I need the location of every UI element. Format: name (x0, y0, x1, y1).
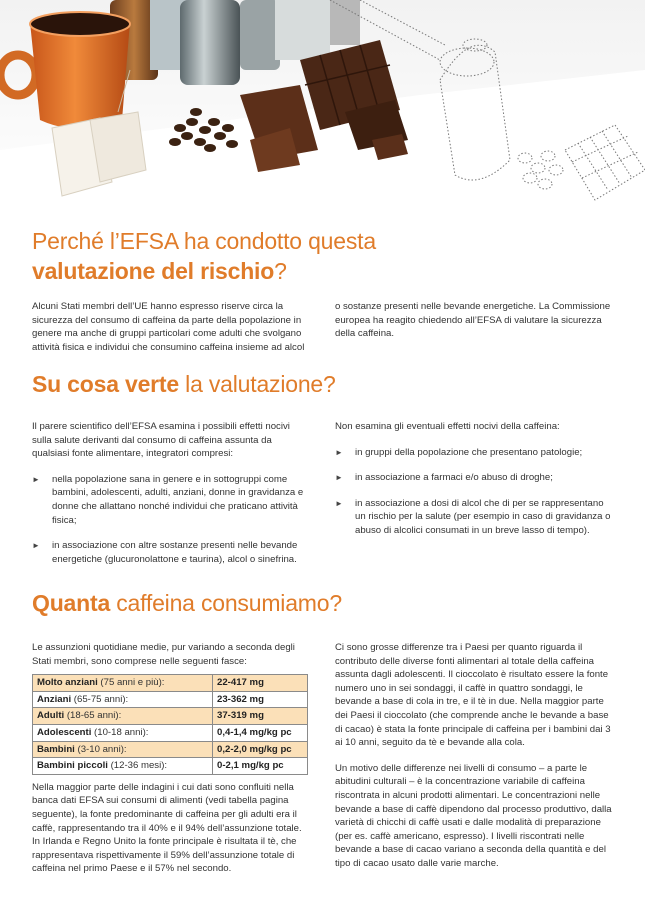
list-item-text: in gruppi della popolazione che presentano patologie; (355, 446, 583, 458)
body-text: Le assunzioni quotidiane medie, pur variando a seconda degli Stati membri, sono comprese nelle seguenti fasce: (32, 642, 295, 667)
body-text: Ci sono grosse differenze tra i Paesi per quanto riguarda il contributo delle diverse fonti alimentari al totale della caffeina assunta dagli adolescenti. Il cioccolato è risultato essere la fonte numero uno in sei sondaggi, il caffè in quattro sondaggi, le bevande a base di cola in tre, e il tè in due. Nella maggior parte dei Paesi il cioccolato (che comprende anche le bevande a base di cacao) è stata la fonte principale di caffeina per i bambini dai 3 ai 10 anni, seguito da tè e bevande alla cola. (335, 642, 611, 749)
title-bold: Su cosa verte (32, 371, 179, 397)
list-item-text: in associazione con altre sostanze presenti nelle bevande energetiche (glucuronolattone e taurina), alcol o sinefrina. (52, 540, 298, 565)
table-row (33, 708, 308, 725)
section-title-su-cosa-verte (32, 369, 336, 399)
section-title-quanta-caffeina (32, 588, 342, 618)
title-rest: caffeina consumiamo? (110, 590, 342, 616)
table-row (33, 691, 308, 708)
list-item (335, 446, 615, 460)
body-text: Non esamina gli eventuali effetti nocivi della caffeina: (335, 421, 560, 432)
table-row (33, 758, 308, 775)
section1-right-column (335, 300, 615, 353)
table-cell-value: 22-417 mg (213, 675, 308, 692)
arrow-right-icon: ► (32, 474, 40, 484)
body-text: Il parere scientifico dell’EFSA esamina i possibili effetti nocivi sulla salute derivanti dal consumo di caffeina assunta da qualsiasi fonte alimentare, integratori compresi: (32, 421, 290, 460)
section-title-perche (32, 226, 376, 286)
list-item (32, 539, 310, 566)
body-text: Alcuni Stati membri dell’UE hanno espresso riserve circa la sicurezza del consumo di caffeina da parte della popolazione in genere ma anche di gruppi particolari come adulti che svolgano attività fisica e individui che consumino caffeina insieme ad alcol (32, 301, 305, 353)
title-bold: Quanta (32, 590, 111, 616)
section2-right-column (335, 420, 615, 550)
energy-drink-can-icon (180, 0, 240, 85)
table-row (33, 675, 308, 692)
table-row (33, 724, 308, 741)
list-item (335, 497, 615, 538)
table-cell-value: 23-362 mg (213, 691, 308, 708)
body-text: Un motivo delle differenze nei livelli di consumo – a parte le abitudini culturali – è la concentrazione variabile di caffeina riscontrata in alcuni prodotti alimentari. Le concentrazioni nelle bevande a base di caffè dipendono dal processo produttivo, dalla varietà di chicchi di caffè usati e dalle modalità di preparazione (per es. caffè americano, espresso). I livelli riscontrati nelle bevande a base di cacao variano a seconda della quantità e del tipo di cacao usato dalle varie marche. (335, 762, 612, 869)
list-item (32, 473, 310, 527)
hero-illustration (0, 0, 645, 205)
title-bold: valutazione del rischio (32, 258, 275, 284)
arrow-right-icon: ► (335, 447, 343, 457)
title-end: ? (274, 258, 287, 284)
arrow-right-icon: ► (32, 541, 40, 551)
hero-image (0, 0, 645, 205)
table-cell-value: 0,4-1,4 mg/kg pc (213, 724, 308, 741)
list-item (335, 471, 615, 485)
table-row (33, 741, 308, 758)
arrow-right-icon: ► (335, 473, 343, 483)
section3-right-column (335, 641, 617, 883)
table-cell-value: 0,2-2,0 mg/kg pc (213, 741, 308, 758)
section1-left-column (32, 300, 310, 366)
table-cell-group: Anziani (65-75 anni): (33, 691, 213, 708)
body-text: Nella maggior parte delle indagini i cui dati sono confluiti nella banca dati EFSA sui consumi di alimenti (vedi tabella pagina seguente), la fonte predominante di caffeina per gli adulti era il caffè, rappresentando tra il 40% e il 94% dell’assunzione totale. In Irlanda e Regno Unito la fonte principale è risultata il tè, che rappresentava rispettivamente il 59% dell’assunzione totale di caffeina nel primo Paese e il 57% nel secondo. (32, 781, 302, 875)
table-cell-group: Bambini piccoli (12-36 mesi): (33, 758, 213, 775)
arrow-right-icon: ► (335, 498, 343, 508)
table-cell-group: Adulti (18-65 anni): (33, 708, 213, 725)
intake-ranges-table (32, 674, 308, 775)
table-cell-group: Adolescenti (10-18 anni): (33, 724, 213, 741)
body-text: o sostanze presenti nelle bevande energetiche. La Commissione europea ha reagito chiedendo all’EFSA di valutare la sicurezza della caffeina. (335, 301, 611, 340)
section3-left-column (32, 641, 312, 888)
table-cell-value: 0-2,1 mg/kg pc (213, 758, 308, 775)
list-item-text: nella popolazione sana in genere e in sottogruppi come bambini, adolescenti, adulti, anziani, donne in gravidanza e donne che allattano nonché individui che praticano attività fisica; (52, 473, 304, 526)
list-item-text: in associazione a farmaci e/o abuso di droghe; (355, 472, 553, 484)
title-line-1: Perché l’EFSA ha condotto questa (32, 228, 376, 254)
section2-left-column (32, 420, 310, 578)
table-cell-value: 37-319 mg (213, 708, 308, 725)
bullet-list (335, 446, 615, 538)
table-cell-group: Molto anziani (75 anni e più): (33, 675, 213, 692)
bullet-list (32, 473, 310, 567)
title-rest: la valutazione? (178, 371, 336, 397)
list-item-text: in associazione a dosi di alcol che di per se rappresentano un rischio per la salute (per esempio in caso di gravidanza o abuso di alcolici consumati in un breve lasso di tempo). (355, 497, 611, 536)
table-cell-group: Bambini (3-10 anni): (33, 741, 213, 758)
